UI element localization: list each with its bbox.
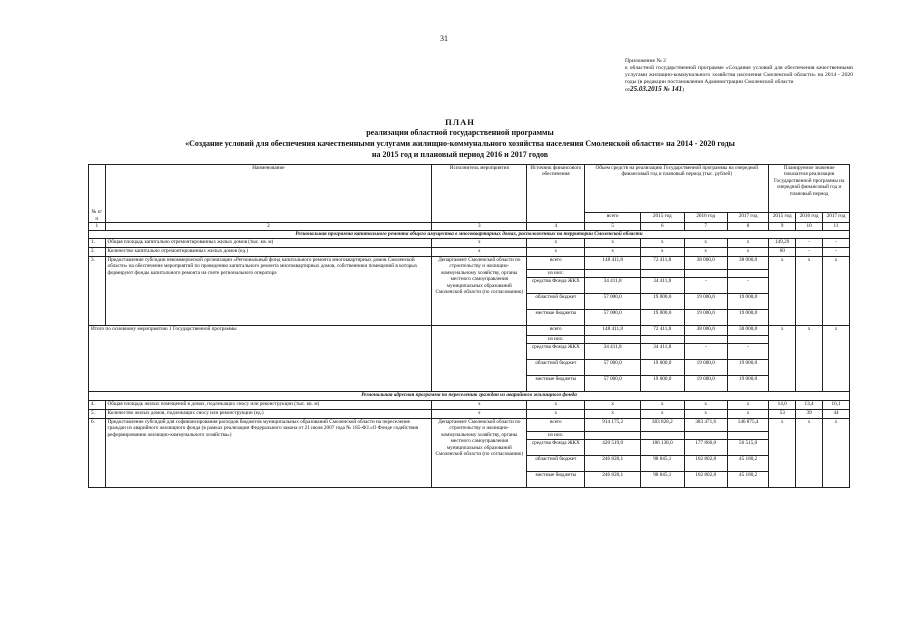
header-num: № п/п	[89, 165, 106, 223]
appendix-note	[625, 58, 853, 94]
row-num: 5.	[89, 410, 106, 419]
header-volume: Объем средств на реализацию Государственной программы на очередной финансовый год и плановый период (тыс. рублей)	[585, 165, 769, 213]
fin-2015: 19 000,0	[641, 360, 684, 376]
cell: x	[727, 239, 768, 248]
header-executor: Исполнитель мероприятия	[432, 165, 527, 223]
fin-2015: 19 000,0	[641, 376, 684, 392]
fin-2016: 19 000,0	[684, 360, 727, 376]
fin-source: областной бюджет	[527, 294, 585, 310]
row-num: 1.	[89, 239, 106, 248]
cell: x	[769, 257, 796, 326]
cell: 13,4	[796, 401, 823, 410]
header-source: Источник финансового обеспечения	[527, 165, 585, 223]
fin-source: из них:	[527, 432, 585, 440]
fin-2016: 102 802,8	[684, 472, 727, 488]
doc-subtitle-3: на 2015 год и плановый период 2016 и 2017 годов	[371, 150, 549, 159]
fin-2016: 38 000,0	[684, 326, 727, 336]
fin-total: 57 000,0	[585, 360, 641, 376]
cell: x	[727, 248, 768, 257]
fin-source: всего	[527, 326, 585, 336]
cell: x	[641, 401, 684, 410]
col-num: 7	[684, 223, 727, 231]
fin-2016: 38 000,0	[684, 257, 727, 270]
cell: x	[641, 239, 684, 248]
fin-2017: 38 000,0	[727, 257, 768, 270]
fin-2017: -	[727, 278, 768, 294]
fin-source: средства Фонда ЖКХ	[527, 278, 585, 294]
col-num: 8	[727, 223, 768, 231]
cell: x	[585, 248, 641, 257]
fin-2015: 98 845,1	[641, 456, 684, 472]
cell: x	[432, 410, 527, 419]
col-num: 9	[769, 223, 796, 231]
fin-source: из них:	[527, 270, 585, 278]
plan-table	[88, 164, 850, 488]
fin-source: из них:	[527, 336, 585, 344]
fin-2016: 19 000,0	[684, 376, 727, 392]
cell: x	[527, 410, 585, 419]
header-2017: 2017 год	[727, 213, 768, 223]
fin-2015: 72 411,8	[641, 257, 684, 270]
cell: 14,0	[769, 401, 796, 410]
header-ind-2016: 2016 год	[796, 213, 823, 223]
fin-source: средства Фонда ЖКХ	[527, 440, 585, 456]
row-name: Количество капитально отремонтированных жилых домов (ед.)	[105, 248, 432, 257]
fin-2016: 19 000,0	[684, 310, 727, 326]
col-num: 5	[585, 223, 641, 231]
fin-2017: 19 000,0	[727, 376, 768, 392]
header-total: всего	[585, 213, 641, 223]
col-num: 2	[105, 223, 432, 231]
fin-total: 57 000,0	[585, 376, 641, 392]
doc-subtitle-2: «Создание условий для обеспечения качественными услугами жилищно-коммунального хозяйства населения Смоленской области» на 2014 - 2020 годы	[185, 139, 735, 148]
row-num: 2.	[89, 248, 106, 257]
fin-2015: 34 411,8	[641, 344, 684, 360]
fin-2017: 45 180,2	[727, 456, 768, 472]
section-heading-1: Региональная программа капитального ремонта общего имущества в многоквартирных домах, расположенных на территории Смоленской области	[89, 231, 850, 239]
cell: 53	[769, 410, 796, 419]
cell: 16,1	[823, 401, 850, 410]
cell: x	[796, 257, 823, 326]
table-row	[89, 401, 850, 410]
header-name: Наименование	[105, 165, 432, 223]
col-num: 4	[527, 223, 585, 231]
fin-2015: 34 411,8	[641, 278, 684, 294]
doc-title: ПЛАН	[445, 117, 475, 127]
section-heading-2: Региональная адресная программа по переселению граждан из аварийного жилищного фонда	[89, 392, 850, 401]
row-executor: Департамент Смоленской области по строительству и жилищно-коммунальному хозяйству, органы местного самоуправления муниципальных образований Смоленской области (по согласованию)	[432, 257, 527, 326]
cell: x	[796, 326, 823, 392]
appendix-date: от25.03.2015 № 141)	[625, 85, 684, 93]
subtotal-row	[89, 326, 850, 336]
fin-2016: 383 471,6	[684, 419, 727, 432]
cell: x	[585, 401, 641, 410]
fin-2015: 98 845,1	[641, 472, 684, 488]
fin-2016: -	[684, 344, 727, 360]
fin-total: 148 411,8	[585, 326, 641, 336]
fin-2016: 102 802,8	[684, 456, 727, 472]
cell: -	[823, 248, 850, 257]
doc-subtitle-1: реализации областной государственной программы	[366, 128, 554, 137]
fin-total: 914 175,2	[585, 419, 641, 432]
fin-2015: 19 000,0	[641, 310, 684, 326]
cell: 60	[769, 248, 796, 257]
subtotal-label: Итого по основному мероприятию 1 Государственной программы	[89, 326, 432, 392]
table-row	[89, 239, 850, 248]
row-name: Общая площадь жилых помещений в домах, подлежащих сносу или реконструкции (тыс. кв. м)	[105, 401, 432, 410]
row-num: 4.	[89, 401, 106, 410]
row-name: Количество жилых домов, подлежащих сносу или реконструкции (ед.)	[105, 410, 432, 419]
header-2016: 2016 год	[684, 213, 727, 223]
row-name: Общая площадь капитально отремонтированных жилых домов (тыс. кв. м)	[105, 239, 432, 248]
cell: 149,29	[769, 239, 796, 248]
cell: x	[641, 248, 684, 257]
cell: 39	[796, 410, 823, 419]
row-name: Предоставление субсидии некоммерческой организации «Региональный фонд капитального ремонта многоквартирных домов Смоленской области» на обеспечение мероприятий по проведению капитального ремонта многоквартирных домов, собственники помещений в которых формируют фонды капитального ремонта на счете регионального оператора	[105, 257, 432, 326]
fin-total: 246 828,1	[585, 472, 641, 488]
cell: x	[769, 326, 796, 392]
fin-total: 34 411,8	[585, 278, 641, 294]
cell: x	[684, 410, 727, 419]
fin-total: 420 519,0	[585, 440, 641, 456]
cell: x	[432, 401, 527, 410]
cell: x	[585, 410, 641, 419]
fin-source: средства Фонда ЖКХ	[527, 344, 585, 360]
page-number: 31	[440, 34, 448, 43]
fin-2016: 177 866,0	[684, 440, 727, 456]
cell: x	[684, 248, 727, 257]
fin-source: областной бюджет	[527, 456, 585, 472]
fin-source: всего	[527, 257, 585, 270]
col-num: 10	[796, 223, 823, 231]
fin-2017: 19 000,0	[727, 310, 768, 326]
col-num: 3	[432, 223, 527, 231]
header-ind-2017: 2017 год	[823, 213, 850, 223]
fin-source: областной бюджет	[527, 360, 585, 376]
table-row	[89, 248, 850, 257]
cell: x	[823, 257, 850, 326]
cell: x	[684, 401, 727, 410]
fin-2017: 146 875,4	[727, 419, 768, 432]
fin-2015: 186 138,0	[641, 440, 684, 456]
row-num: 6.	[89, 419, 106, 488]
fin-2015: 19 000,0	[641, 294, 684, 310]
fin-total: 57 000,0	[585, 294, 641, 310]
fin-total: 34 411,8	[585, 344, 641, 360]
cell: x	[432, 248, 527, 257]
cell: x	[823, 326, 850, 392]
fin-total: 246 828,1	[585, 456, 641, 472]
fin-2017: -	[727, 344, 768, 360]
cell: x	[585, 239, 641, 248]
col-num: 11	[823, 223, 850, 231]
cell: -	[796, 248, 823, 257]
fin-2015: 383 828,2	[641, 419, 684, 432]
fin-2015: 72 411,8	[641, 326, 684, 336]
cell: x	[527, 401, 585, 410]
cell: x	[641, 410, 684, 419]
fin-total: 57 000,0	[585, 310, 641, 326]
cell: -	[823, 239, 850, 248]
fin-2016: 19 000,0	[684, 294, 727, 310]
cell: x	[769, 419, 796, 488]
fin-2017: 56 515,0	[727, 440, 768, 456]
cell: x	[527, 248, 585, 257]
cell: x	[432, 239, 527, 248]
fin-source: местные бюджеты	[527, 310, 585, 326]
column-numbers-row	[89, 223, 850, 231]
cell: x	[527, 239, 585, 248]
fin-2016: -	[684, 278, 727, 294]
cell: x	[727, 401, 768, 410]
col-num: 1	[89, 223, 106, 231]
cell: x	[823, 419, 850, 488]
fin-2017: 38 000,0	[727, 326, 768, 336]
appendix-text: к областной государственной программе «Создание условий для обеспечения качественными услугами жилищно-коммунального хозяйства населения Смоленской области» на 2014 - 2020 годы (в редакции постановления Администрации Смоленской области	[625, 65, 853, 85]
cell: x	[684, 239, 727, 248]
fin-2017: 45 180,2	[727, 472, 768, 488]
header-ind-2015: 2015 год	[769, 213, 796, 223]
row-executor: Департамент Смоленской области по строительству и жилищно-коммунальному хозяйству, органы местного самоуправления муниципальных образований Смоленской области (по согласованию)	[432, 419, 527, 488]
row-name: Предоставление субсидий для софинансирования расходов бюджетов муниципальных образований Смоленской области на переселение граждан из аварийного жилищного фонда (в рамках реализации Федерального закона от 21 июля 2007 года № 185-ФЗ «О Фонде содействия реформированию жилищно-коммунального хозяйства»)	[105, 419, 432, 488]
cell: 44	[823, 410, 850, 419]
appendix-title: Приложение № 2	[625, 58, 666, 64]
fin-source: всего	[527, 419, 585, 432]
handwritten-date: 25.03.2015 № 141	[630, 85, 683, 93]
cell: -	[796, 239, 823, 248]
cell: x	[796, 419, 823, 488]
header-2015: 2015 год	[641, 213, 684, 223]
table-row	[89, 257, 850, 270]
table-row	[89, 410, 850, 419]
fin-2017: 19 000,0	[727, 294, 768, 310]
fin-2017: 19 000,0	[727, 360, 768, 376]
fin-total: 148 411,8	[585, 257, 641, 270]
fin-source: местные бюджеты	[527, 376, 585, 392]
cell: x	[727, 410, 768, 419]
table-row	[89, 419, 850, 432]
header-indicator: Планируемое значение показателя реализации Государственной программы на очередной финансовый год и плановый период	[769, 165, 850, 213]
col-num: 6	[641, 223, 684, 231]
row-num: 3.	[89, 257, 106, 326]
fin-source: местные бюджеты	[527, 472, 585, 488]
